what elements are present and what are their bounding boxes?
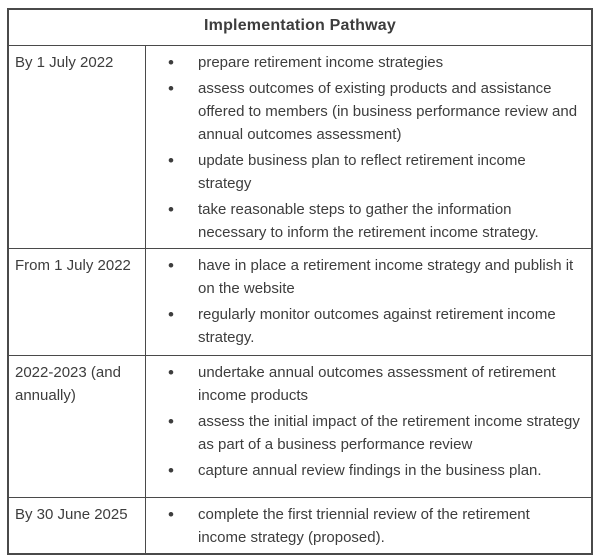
- items-cell: [146, 46, 591, 248]
- table-title-row: [9, 10, 591, 45]
- bullet-list: [146, 503, 582, 549]
- bullet-item: • have in place a retirement income strategy and publish it on the website: [168, 254, 582, 300]
- period-cell: By 30 June 2025: [9, 498, 146, 553]
- period-cell: 2022-2023 (and annually): [9, 356, 146, 497]
- bullet-item: • regularly monitor outcomes against retirement income strategy.: [168, 303, 582, 349]
- period-cell: From 1 July 2022: [9, 249, 146, 355]
- table-row: [9, 248, 591, 355]
- bullet-item: • undertake annual outcomes assessment of retirement income products: [168, 361, 582, 407]
- bullet-list: [146, 361, 582, 482]
- bullet-list: [146, 51, 582, 244]
- bullet-item: • take reasonable steps to gather the information necessary to inform the retirement income strategy.: [168, 198, 582, 244]
- bullet-item: • assess the initial impact of the retirement income strategy as part of a business performance review: [168, 410, 582, 456]
- items-cell: [146, 356, 591, 497]
- bullet-list: [146, 254, 582, 349]
- table-row: [9, 497, 591, 553]
- bullet-item: • prepare retirement income strategies: [168, 51, 582, 74]
- table-row: [9, 45, 591, 248]
- bullet-item: • update business plan to reflect retirement income strategy: [168, 149, 582, 195]
- items-cell: [146, 249, 591, 355]
- bullet-item: • complete the first triennial review of the retirement income strategy (proposed).: [168, 503, 582, 549]
- table-row: [9, 355, 591, 497]
- implementation-pathway-table: [7, 8, 593, 555]
- period-cell: By 1 July 2022: [9, 46, 146, 248]
- table-title: Implementation Pathway: [204, 16, 396, 34]
- bullet-item: • capture annual review findings in the business plan.: [168, 459, 582, 482]
- items-cell: [146, 498, 591, 553]
- bullet-item: • assess outcomes of existing products and assistance offered to members (in business performance review and annual outcomes assessment): [168, 77, 582, 146]
